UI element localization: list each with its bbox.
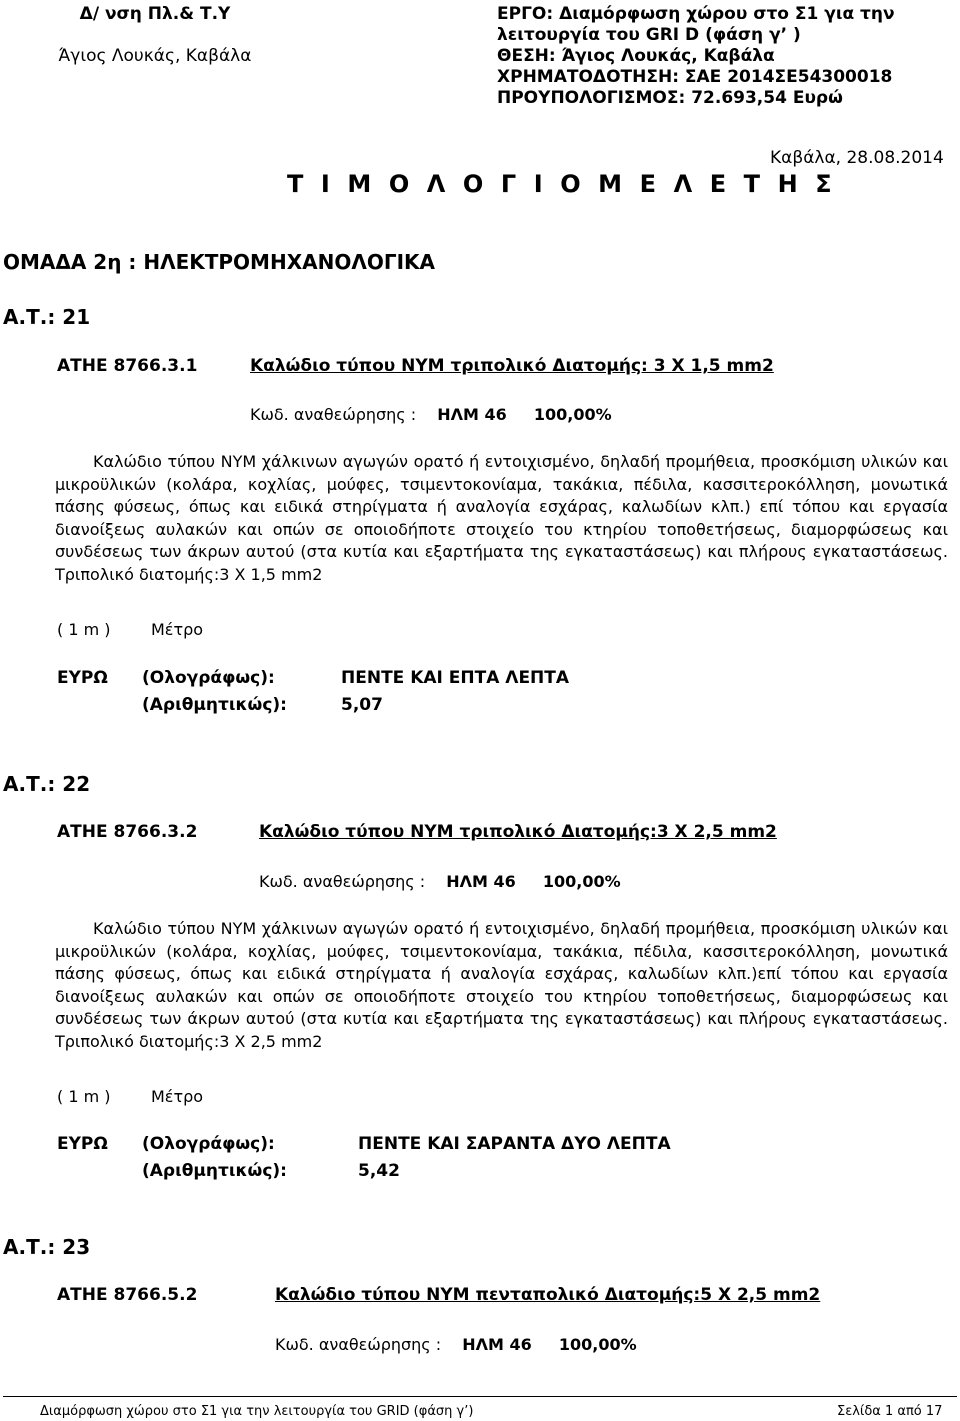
group-title: ΟΜΑΔΑ 2η : ΗΛΕΚΤΡΟΜΗΧΑΝΟΛΟΓΙΚΑ xyxy=(3,250,435,274)
price-numeric-value: 5,07 xyxy=(341,695,383,715)
item-at-number: Α.Τ.: 21 xyxy=(3,305,91,329)
item-code: ΑΤΗΕ 8766.5.2 xyxy=(57,1285,198,1305)
revision-label: Κωδ. αναθεώρησης : xyxy=(250,405,417,424)
item-at-number: Α.Τ.: 23 xyxy=(3,1235,91,1259)
page-title: Τ Ι Μ Ο Λ Ο Γ Ι Ο Μ Ε Λ Ε Τ Η Σ xyxy=(287,170,837,198)
item-title: Καλώδιο τύπου ΝΥΜ τριπολικό Διατομής: 3 Χ 1,5 mm2 xyxy=(250,356,774,376)
item-at-number: Α.Τ.: 22 xyxy=(3,772,91,796)
project-name-line-2: λειτουργία του GRI D (φάση γ’ ) xyxy=(497,25,801,45)
item-title: Καλώδιο τύπου ΝΥΜ τριπολικό Διατομής:3 Χ 2,5 mm2 xyxy=(259,822,777,842)
document-date: Καβάλα, 28.08.2014 xyxy=(770,148,944,168)
footer-project: Διαμόρφωση χώρου στο Σ1 για την λειτουργία του GRID (φάση γ’) xyxy=(40,1404,474,1419)
revision-percent: 100,00% xyxy=(558,1335,637,1354)
revision-label: Κωδ. αναθεώρησης : xyxy=(275,1335,442,1354)
revision-code: ΗΛΜ 46 xyxy=(446,872,516,891)
item-title: Καλώδιο τύπου ΝΥΜ πενταπολικό Διατομής:5 Χ 2,5 mm2 xyxy=(275,1285,821,1305)
price-words-label: (Ολογράφως): xyxy=(142,1134,275,1154)
currency-label: ΕΥΡΩ xyxy=(57,668,108,688)
price-numeric-label: (Αριθμητικώς): xyxy=(142,695,287,715)
unit-name: Μέτρο xyxy=(151,1087,204,1106)
revision-label: Κωδ. αναθεώρησης : xyxy=(259,872,426,891)
item-description: Καλώδιο τύπου ΝΥΜ χάλκινων αγωγών ορατό ή εντοιχισμένο, δηλαδή προμήθεια, προσκόμιση υλικών και μικροϋλικών (κολάρα, κοχλίας, μούφες, τσιμεντοκονίαμα, τακάκια, πέδιλα, κασσιτεροκόλληση, μονωτικά πάσης φύσεως, όπως και ειδικά στηρίγματα ή αναλογία εσχάρας, καλωδίων κλπ.) επί τόπου και εργασία διανοίξεως αυλακών και οπών σε οποιοδήποτε στοιχείο του κτηρίου τοποθετήσεως, διαμορφώσεως και συνδέσεως των άκρων αυτού (στα κυτία και εξαρτήματα της εγκαταστάσεως) και πλήρους εγκαταστάσεως. Τριπολικό διατομής:3 Χ 1,5 mm2 xyxy=(55,452,948,584)
project-budget: ΠΡΟΥΠΟΛΟΓΙΣΜΟΣ: 72.693,54 Ευρώ xyxy=(497,88,843,108)
project-funding: ΧΡΗΜΑΤΟΔΟΤΗΣΗ: ΣΑΕ 2014ΣΕ54300018 xyxy=(497,67,893,87)
price-words-value: ΠΕΝΤΕ ΚΑΙ ΣΑΡΑΝΤΑ ΔΥΟ ΛΕΠΤΑ xyxy=(358,1134,671,1154)
revision-code: ΗΛΜ 46 xyxy=(437,405,507,424)
revision-percent: 100,00% xyxy=(533,405,612,424)
org-name: Δ/ νση Πλ.& Τ.Υ xyxy=(79,4,231,24)
revision-row xyxy=(259,872,621,891)
page-number: Σελίδα 1 από 17 xyxy=(837,1404,943,1419)
revision-row xyxy=(250,405,612,424)
revision-percent: 100,00% xyxy=(542,872,621,891)
currency-label: ΕΥΡΩ xyxy=(57,1134,108,1154)
org-location: Άγιος Λουκάς, Καβάλα xyxy=(58,46,252,66)
project-name-line-1: ΕΡΓΟ: Διαμόρφωση χώρου στο Σ1 για την xyxy=(497,4,895,24)
price-words-value: ΠΕΝΤΕ ΚΑΙ ΕΠΤΑ ΛΕΠΤΑ xyxy=(341,668,570,688)
item-code: ΑΤΗΕ 8766.3.1 xyxy=(57,356,198,376)
unit-code: ( 1 m ) xyxy=(57,1087,111,1106)
price-numeric-label: (Αριθμητικώς): xyxy=(142,1161,287,1181)
item-code: ΑΤΗΕ 8766.3.2 xyxy=(57,822,198,842)
price-words-label: (Ολογράφως): xyxy=(142,668,275,688)
project-location: ΘΕΣΗ: Άγιος Λουκάς, Καβάλα xyxy=(497,46,775,66)
item-description: Καλώδιο τύπου ΝΥΜ χάλκινων αγωγών ορατό ή εντοιχισμένο, δηλαδή προμήθεια, προσκόμιση υλικών και μικροϋλικών (κολάρα, κοχλίας, μούφες, τσιμεντοκονίαμα, τακάκια, πέδιλα, κασσιτεροκόλληση, μονωτικά πάσης φύσεως, όπως και ειδικά στηρίγματα ή αναλογία εσχάρας, καλωδίων κλπ.)επί τόπου και εργασία διανοίξεως αυλακών και οπών σε οποιοδήποτε στοιχείο του κτηρίου τοποθετήσεως, διαμορφώσεως και συνδέσεως των άκρων αυτού (στα κυτία και εξαρτήματα της εγκαταστάσεως) και πλήρους εγκαταστάσεως. Τριπολικό διατομής:3 Χ 2,5 mm2 xyxy=(55,919,948,1051)
revision-row xyxy=(275,1335,637,1354)
price-numeric-value: 5,42 xyxy=(358,1161,400,1181)
revision-code: ΗΛΜ 46 xyxy=(462,1335,532,1354)
unit-code: ( 1 m ) xyxy=(57,620,111,639)
project-info xyxy=(497,4,895,109)
unit-name: Μέτρο xyxy=(151,620,204,639)
footer-divider xyxy=(3,1396,957,1397)
